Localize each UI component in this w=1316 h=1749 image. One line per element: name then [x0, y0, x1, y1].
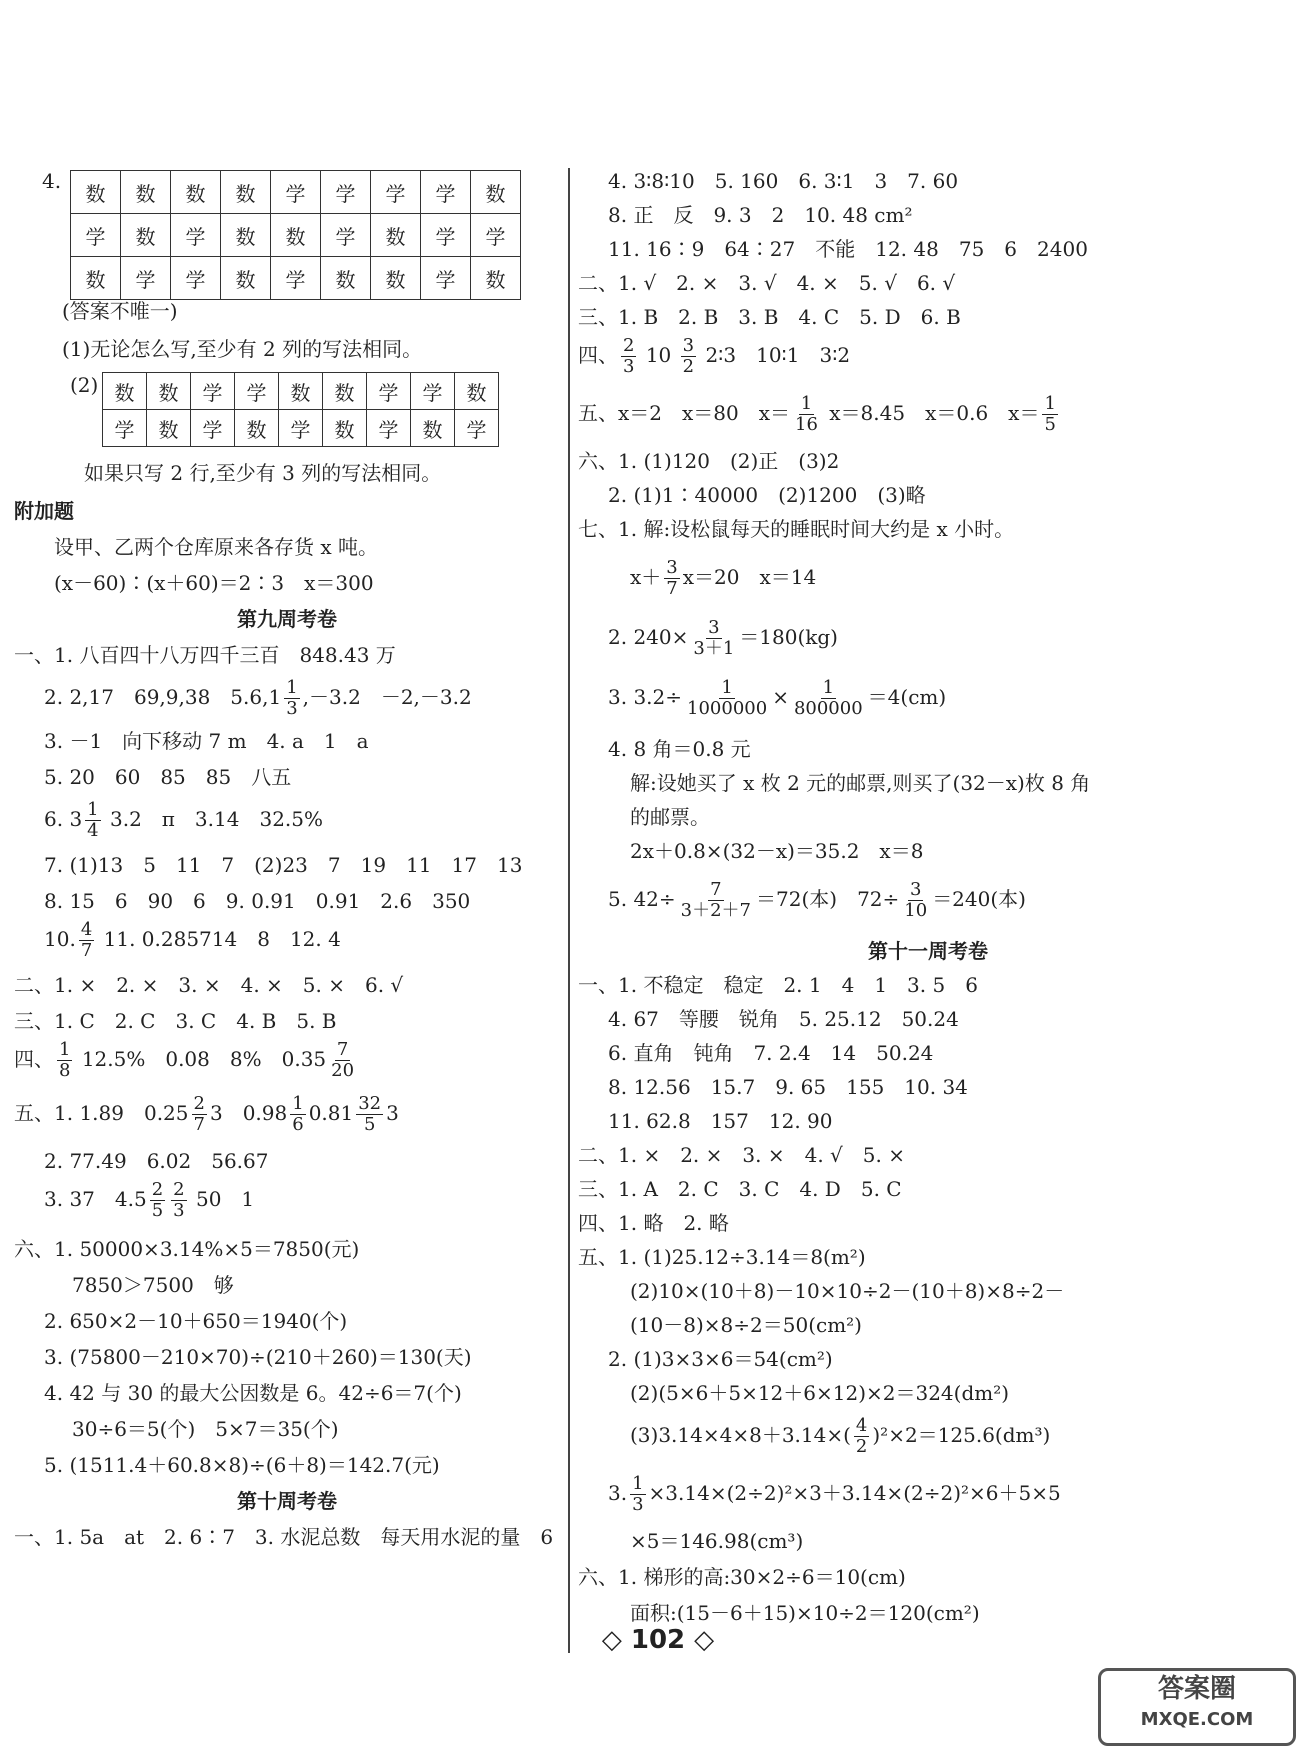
grid-cell: 学	[321, 171, 371, 214]
grid-cell: 学	[321, 214, 371, 257]
grid-cell: 学	[271, 257, 321, 300]
w11-c: 三、1. A 2. C 3. C 4. D 5. C	[578, 1177, 902, 1201]
w9-section-4	[14, 1040, 359, 1081]
grid-cell: 数	[147, 373, 191, 410]
grid-row	[71, 214, 521, 257]
r7b: x＝8.45 x＝0.6 x＝	[829, 401, 1040, 425]
r11b: x＝20 x＝14	[682, 565, 817, 589]
grid-cell: 学	[171, 257, 221, 300]
w9-line-6a: 6. 3	[44, 807, 83, 831]
grid-cell: 数	[455, 373, 499, 410]
extra-line-2: (x－60)∶(x＋60)＝2∶3 x＝300	[54, 571, 374, 595]
grid-cell: 学	[471, 214, 521, 257]
r-line-5: 三、1. B 2. B 3. B 4. C 5. D 6. B	[578, 305, 961, 329]
grid-cell: 数	[471, 171, 521, 214]
grid-cell: 数	[221, 257, 271, 300]
r-line-4: 二、1. √ 2. × 3. √ 4. × 5. √ 6. √	[578, 271, 956, 295]
w9-line-10a: 10.	[44, 927, 76, 951]
w9-s5b: 3 0.98	[209, 1101, 288, 1125]
w9-s4a: 四、	[14, 1047, 54, 1071]
w9-s5-3b: 50 1	[195, 1187, 255, 1211]
w9-line-5: 5. 20 60 85 85 八五	[44, 765, 292, 789]
w11-a8: 8. 12.56 15.7 9. 65 155 10. 34	[608, 1075, 968, 1099]
w9-section-2: 二、1. × 2. × 3. × 4. × 5. × 6. √	[14, 973, 404, 997]
r18c: ＝240(本)	[932, 887, 1026, 911]
grid-cell: 学	[455, 410, 499, 447]
w9-line-2a: 2. 2,17 69,9,38 5.6,1	[44, 685, 282, 709]
grid-cell: 学	[191, 373, 235, 410]
grid-cell: 数	[171, 171, 221, 214]
r-line-2: 8. 正 反 9. 3 2 10. 48 cm²	[608, 203, 913, 227]
fraction: $\frac{4}{7}$	[80, 919, 93, 961]
r6c: 2∶3 10∶1 3∶2	[705, 343, 851, 367]
w9-line-8: 8. 15 6 90 6 9. 0.91 0.91 2.6 350	[44, 889, 471, 913]
grid-cell: 学	[271, 171, 321, 214]
r18a: 5. 42÷	[608, 887, 676, 911]
grid-cell: 数	[121, 214, 171, 257]
w11-a11: 11. 62.8 157 12. 90	[608, 1109, 833, 1133]
w9-line-7: 7. (1)13 5 11 7 (2)23 7 19 11 17 13	[44, 853, 523, 877]
w9-s6-2: 2. 650×2－10＋650＝1940(个)	[44, 1309, 348, 1333]
grid-cell: 数	[271, 214, 321, 257]
fraction: $\frac{1}{1000000}$	[687, 677, 768, 719]
grid-row	[71, 257, 521, 300]
r-line-15: 解:设她买了 x 枚 2 元的邮票,则买了(32－x)枚 8 角	[630, 771, 1091, 795]
column-divider	[568, 168, 570, 1653]
grid-cell: 学	[421, 171, 471, 214]
w9-line-10	[44, 920, 341, 961]
fraction: $\frac{1}{3}$	[632, 1473, 644, 1515]
w11-e2: (2)10×(10＋8)－10×10÷2－(10＋8)×8÷2－	[630, 1279, 1065, 1303]
r-line-13	[608, 678, 946, 719]
w9-s6-4: 4. 42 与 30 的最大公因数是 6。42÷6＝7(个)	[44, 1381, 462, 1405]
w9-line-6	[44, 800, 323, 841]
r13b: ×	[772, 685, 789, 709]
w9-section-3: 三、1. C 2. C 3. C 4. B 5. B	[14, 1009, 337, 1033]
grid-row	[103, 410, 499, 447]
fraction: $\frac{1}{4}$	[87, 799, 99, 841]
w11-f2: 面积:(15－6＋15)×10÷2＝120(cm²)	[630, 1601, 980, 1625]
r-line-8: 六、1. (1)120 (2)正 (3)2	[578, 449, 840, 473]
week11-title: 第十一周考卷	[868, 939, 988, 963]
r-line-7	[578, 394, 1061, 435]
w11-e7b: ×3.14×(2÷2)²×3＋3.14×(2÷2)²×6＋5×5	[648, 1481, 1061, 1505]
r-line-3: 11. 16∶9 64∶27 不能 12. 48 75 6 2400	[608, 237, 1088, 261]
grid-cell: 数	[221, 214, 271, 257]
r13a: 3. 3.2÷	[608, 685, 683, 709]
w9-s5-3	[44, 1180, 254, 1221]
w11-e6b: )²×2＝125.6(dm³)	[872, 1423, 1051, 1447]
grid-cell: 数	[371, 257, 421, 300]
r-line-14: 4. 8 角＝0.8 元	[608, 737, 751, 761]
w9-line-1: 一、1. 八百四十八万四千三百 848.43 万	[14, 643, 396, 667]
fraction: $\frac{2}{3}$	[623, 335, 635, 377]
r6a: 四、	[578, 343, 618, 367]
w11-e6a: (3)3.14×4×8＋3.14×(	[630, 1423, 851, 1447]
grid-cell: 数	[411, 410, 455, 447]
w11-b: 二、1. × 2. × 3. × 4. √ 5. ×	[578, 1143, 905, 1167]
note-3: 如果只写 2 行,至少有 3 列的写法相同。	[84, 461, 442, 485]
w11-a6: 6. 直角 钝角 7. 2.4 14 50.24	[608, 1041, 934, 1065]
r12a: 2. 240×	[608, 625, 689, 649]
w9-section-5	[14, 1094, 399, 1135]
w9-s6-4b: 30÷6＝5(个) 5×7＝35(个)	[72, 1417, 339, 1441]
fraction: $\frac{7}{3+2+7}$	[680, 879, 752, 921]
r11a: x＋	[630, 565, 662, 589]
grid-cell: 数	[103, 373, 147, 410]
w9-s5a: 五、1. 1.89 0.25	[14, 1101, 189, 1125]
week9-title: 第九周考卷	[237, 607, 337, 631]
grid-cell: 学	[367, 373, 411, 410]
r12b: ＝180(kg)	[739, 625, 838, 649]
note-1: (答案不唯一)	[62, 299, 178, 323]
w9-line-6b: 3.2 π 3.14 32.5%	[109, 807, 324, 831]
watermark-logo	[1098, 1668, 1296, 1746]
r7a: 五、x＝2 x＝80 x＝	[578, 401, 791, 425]
w9-line-2	[44, 678, 472, 719]
w9-line-2b: ,－3.2 －2,－3.2	[302, 685, 472, 709]
w11-e5: (2)(5×6＋5×12＋6×12)×2＝324(dm²)	[630, 1381, 1010, 1405]
grid-cell: 学	[421, 214, 471, 257]
fraction: $\frac{1}{8}$	[59, 1039, 71, 1081]
q4-label: 4.	[42, 169, 62, 193]
q2-label: (2)	[70, 373, 99, 397]
fraction: $\frac{32}{5}$	[358, 1093, 382, 1135]
w9-line-10b: 11. 0.285714 8 12. 4	[103, 927, 341, 951]
r-line-12	[608, 618, 838, 659]
w10-line-1: 一、1. 5a at 2. 6∶7 3. 水泥总数 每天用水泥的量 6	[14, 1525, 554, 1549]
fraction: $\frac{1}{6}$	[292, 1093, 304, 1135]
w11-e7a: 3.	[608, 1481, 628, 1505]
fraction: $\frac{3}{7}$	[666, 557, 678, 599]
w9-s6-1b: 7850＞7500 够	[72, 1273, 234, 1297]
r-line-17: 2x＋0.8×(32－x)＝35.2 x＝8	[630, 839, 924, 863]
fraction: $\frac{2}{5}$	[151, 1179, 164, 1221]
grid-cell: 学	[421, 257, 471, 300]
fraction: $\frac{1}{800000}$	[793, 677, 863, 719]
grid-cell: 数	[323, 410, 367, 447]
watermark-line-2: MXQE.COM	[1140, 1709, 1254, 1730]
w11-e8: ×5＝146.98(cm³)	[630, 1529, 804, 1553]
r13c: ＝4(cm)	[867, 685, 947, 709]
grid-cell: 数	[147, 410, 191, 447]
w9-s5-3a: 3. 37 4.5	[44, 1187, 147, 1211]
w11-a4: 4. 67 等腰 锐角 5. 25.12 50.24	[608, 1007, 959, 1031]
w11-a1: 一、1. 不稳定 稳定 2. 1 4 1 3. 5 6	[578, 973, 978, 997]
w11-e6	[630, 1416, 1050, 1457]
grid-cell: 数	[235, 410, 279, 447]
w9-s6-3: 3. (75800－210×70)÷(210＋260)＝130(天)	[44, 1345, 472, 1369]
w9-s6-1: 六、1. 50000×3.14%×5＝7850(元)	[14, 1237, 360, 1261]
w9-s5-2: 2. 77.49 6.02 56.67	[44, 1149, 269, 1173]
grid-cell: 数	[71, 257, 121, 300]
r-line-11	[630, 558, 816, 599]
fraction: $\frac{4}{2}$	[855, 1415, 868, 1457]
grid-cell: 学	[103, 410, 147, 447]
extra-line-1: 设甲、乙两个仓库原来各存货 x 吨。	[54, 535, 378, 559]
page-number: ◇ 102 ◇	[601, 1625, 715, 1655]
w9-line-3: 3. －1 向下移动 7 m 4. a 1 a	[44, 729, 369, 753]
grid-cell: 学	[235, 373, 279, 410]
grid-cell: 数	[71, 171, 121, 214]
fraction: $\frac{1}{16}$	[795, 393, 818, 435]
w9-s5c: 0.81	[308, 1101, 354, 1125]
w11-f1: 六、1. 梯形的高:30×2÷6＝10(cm)	[578, 1565, 906, 1589]
fraction: $\frac{3}{10}$	[904, 879, 928, 921]
w11-e7	[608, 1474, 1061, 1515]
r18b: ＝72(本) 72÷	[756, 887, 900, 911]
grid-cell: 数	[221, 171, 271, 214]
fraction: $\frac{2}{7}$	[193, 1093, 205, 1135]
grid-cell: 学	[411, 373, 455, 410]
grid-cell: 学	[367, 410, 411, 447]
w11-e3: (10－8)×8÷2＝50(cm²)	[630, 1313, 862, 1337]
w11-d: 四、1. 略 2. 略	[578, 1211, 729, 1235]
r-line-10: 七、1. 解:设松鼠每天的睡眠时间大约是 x 小时。	[578, 517, 1015, 541]
fraction: $\frac{1}{5}$	[1044, 393, 1056, 435]
r-line-9: 2. (1)1∶40000 (2)1200 (3)略	[608, 483, 926, 507]
grid-cell: 学	[279, 410, 323, 447]
r-line-16: 的邮票。	[630, 805, 710, 829]
grid-row	[71, 171, 521, 214]
grid-cell: 学	[371, 171, 421, 214]
grid-cell: 数	[323, 373, 367, 410]
grid-cell: 数	[321, 257, 371, 300]
fraction: $\frac{1}{3}$	[286, 677, 298, 719]
grid-table-2	[102, 372, 499, 447]
grid-cell: 学	[171, 214, 221, 257]
grid-table-1	[70, 170, 521, 300]
fraction: $\frac{3}{2}$	[682, 335, 695, 377]
fraction: $\frac{7}{20}$	[331, 1039, 355, 1081]
w11-e1: 五、1. (1)25.12÷3.14＝8(m²)	[578, 1245, 866, 1269]
w9-s4b: 12.5% 0.08 8% 0.35	[81, 1047, 327, 1071]
w11-e4: 2. (1)3×3×6＝54(cm²)	[608, 1347, 833, 1371]
w9-s6-5: 5. (1511.4＋60.8×8)÷(6＋8)＝142.7(元)	[44, 1453, 440, 1477]
grid-row	[103, 373, 499, 410]
extra-title: 附加题	[14, 499, 74, 523]
r6b: 10	[645, 343, 672, 367]
grid-cell: 学	[191, 410, 235, 447]
w9-s5d: 3	[386, 1101, 399, 1125]
watermark-line-1: 答案圈	[1157, 1674, 1236, 1704]
grid-cell: 学	[121, 257, 171, 300]
grid-cell: 数	[471, 257, 521, 300]
r-line-6	[578, 336, 850, 377]
fraction: $\frac{2}{3}$	[173, 1179, 185, 1221]
week10-title: 第十周考卷	[237, 1489, 337, 1513]
grid-cell: 学	[71, 214, 121, 257]
note-2: (1)无论怎么写,至少有 2 列的写法相同。	[62, 337, 423, 361]
r-line-1: 4. 3∶8∶10 5. 160 6. 3∶1 3 7. 60	[608, 169, 959, 193]
fraction: $\frac{3}{3+1}$	[693, 617, 735, 659]
grid-cell: 数	[121, 171, 171, 214]
r-line-18	[608, 880, 1026, 921]
grid-cell: 数	[279, 373, 323, 410]
grid-cell: 数	[371, 214, 421, 257]
